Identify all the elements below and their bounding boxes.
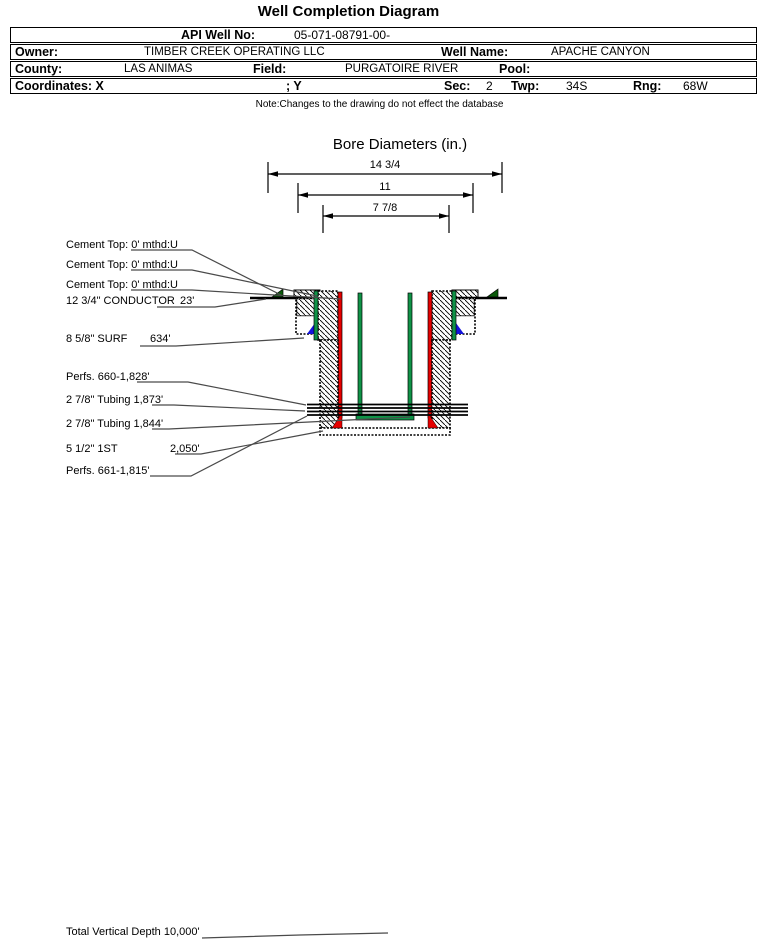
leader-line <box>152 405 305 411</box>
field-label: Field: <box>253 62 287 76</box>
database-note: Note:Changes to the drawing do not effect the database <box>255 99 504 110</box>
twp-label: Twp: <box>511 79 540 93</box>
tubing-right <box>408 293 412 415</box>
surface-casing-left <box>314 291 318 340</box>
api-well-no-value: 05-071-08791-00- <box>294 28 391 42</box>
page-title: Well Completion Diagram <box>257 3 440 20</box>
leader-line <box>202 933 388 938</box>
owner-value: TIMBER CREEK OPERATING LLC <box>144 46 325 58</box>
wellbore-group <box>250 289 507 435</box>
conductor-label: 12 3/4" CONDUCTOR <box>66 295 175 307</box>
leader-line <box>152 417 410 429</box>
api-well-no-label: API Well No: <box>181 28 256 42</box>
table-row-coordinates <box>10 78 757 94</box>
twp-value: 34S <box>566 79 588 93</box>
arrow-left-icon <box>298 192 308 197</box>
rng-value: 68W <box>683 79 708 93</box>
arrow-left-icon <box>323 213 333 218</box>
county-label: County: <box>15 62 63 76</box>
arrow-right-icon <box>439 213 449 218</box>
bore-diameters-group <box>268 136 502 233</box>
casing-bottom <box>320 428 450 435</box>
bore-dim-label-3: 7 7/8 <box>372 202 398 214</box>
owner-label: Owner: <box>15 45 59 59</box>
table-row-owner <box>10 44 757 60</box>
casing-1st-depth: 2,050' <box>170 443 200 455</box>
coordinates-y-label: ; Y <box>286 79 302 93</box>
bore-dim-label-1: 14 3/4 <box>369 159 401 171</box>
total-vertical-depth-label: Total Vertical Depth 10,000' <box>66 926 200 938</box>
arrow-right-icon <box>463 192 473 197</box>
surface-casing-depth: 634' <box>150 333 171 345</box>
table-row-county <box>10 61 757 77</box>
sec-label: Sec: <box>444 79 471 93</box>
rng-label: Rng: <box>633 79 662 93</box>
surface-casing-right <box>452 291 456 340</box>
conductor-annulus-right-cement <box>456 299 474 316</box>
table-row-api <box>10 27 757 43</box>
perfs-lower-label: Perfs. 661-1,815' <box>66 465 150 477</box>
conductor-wall-right <box>432 291 452 340</box>
arrow-left-icon <box>268 171 278 176</box>
tubing-2-label: 2 7/8" Tubing 1,844' <box>66 418 164 430</box>
sec-value: 2 <box>486 79 493 93</box>
tubing-left <box>358 293 362 415</box>
county-value: LAS ANIMAS <box>124 63 193 75</box>
conductor-depth: 23' <box>180 295 195 307</box>
surface-marker-icon <box>487 289 498 297</box>
coordinates-label: Coordinates: X <box>15 79 104 93</box>
casing-1st-label: 5 1/2" 1ST <box>66 443 118 455</box>
pool-label: Pool: <box>499 62 531 76</box>
cement-top-label-1: Cement Top: 0' mthd:U <box>66 239 178 251</box>
bore-diameters-title: Bore Diameters (in.) <box>332 136 468 153</box>
well-name-value: APACHE CANYON <box>551 46 650 58</box>
well-info-table <box>10 27 757 95</box>
tubing-1-label: 2 7/8" Tubing 1,873' <box>66 394 164 406</box>
field-value: PURGATOIRE RIVER <box>345 63 459 75</box>
conductor-annulus-left-cement <box>297 299 315 316</box>
bore-dim-label-2: 11 <box>379 181 391 193</box>
cement-top-label-2: Cement Top: 0' mthd:U <box>66 259 178 271</box>
surface-casing-label: 8 5/8" SURF <box>66 333 128 345</box>
cement-top-label-3: Cement Top: 0' mthd:U <box>66 279 178 291</box>
well-name-label: Well Name: <box>441 45 509 59</box>
perfs-upper-label: Perfs. 660-1,828' <box>66 371 150 383</box>
arrow-right-icon <box>492 171 502 176</box>
